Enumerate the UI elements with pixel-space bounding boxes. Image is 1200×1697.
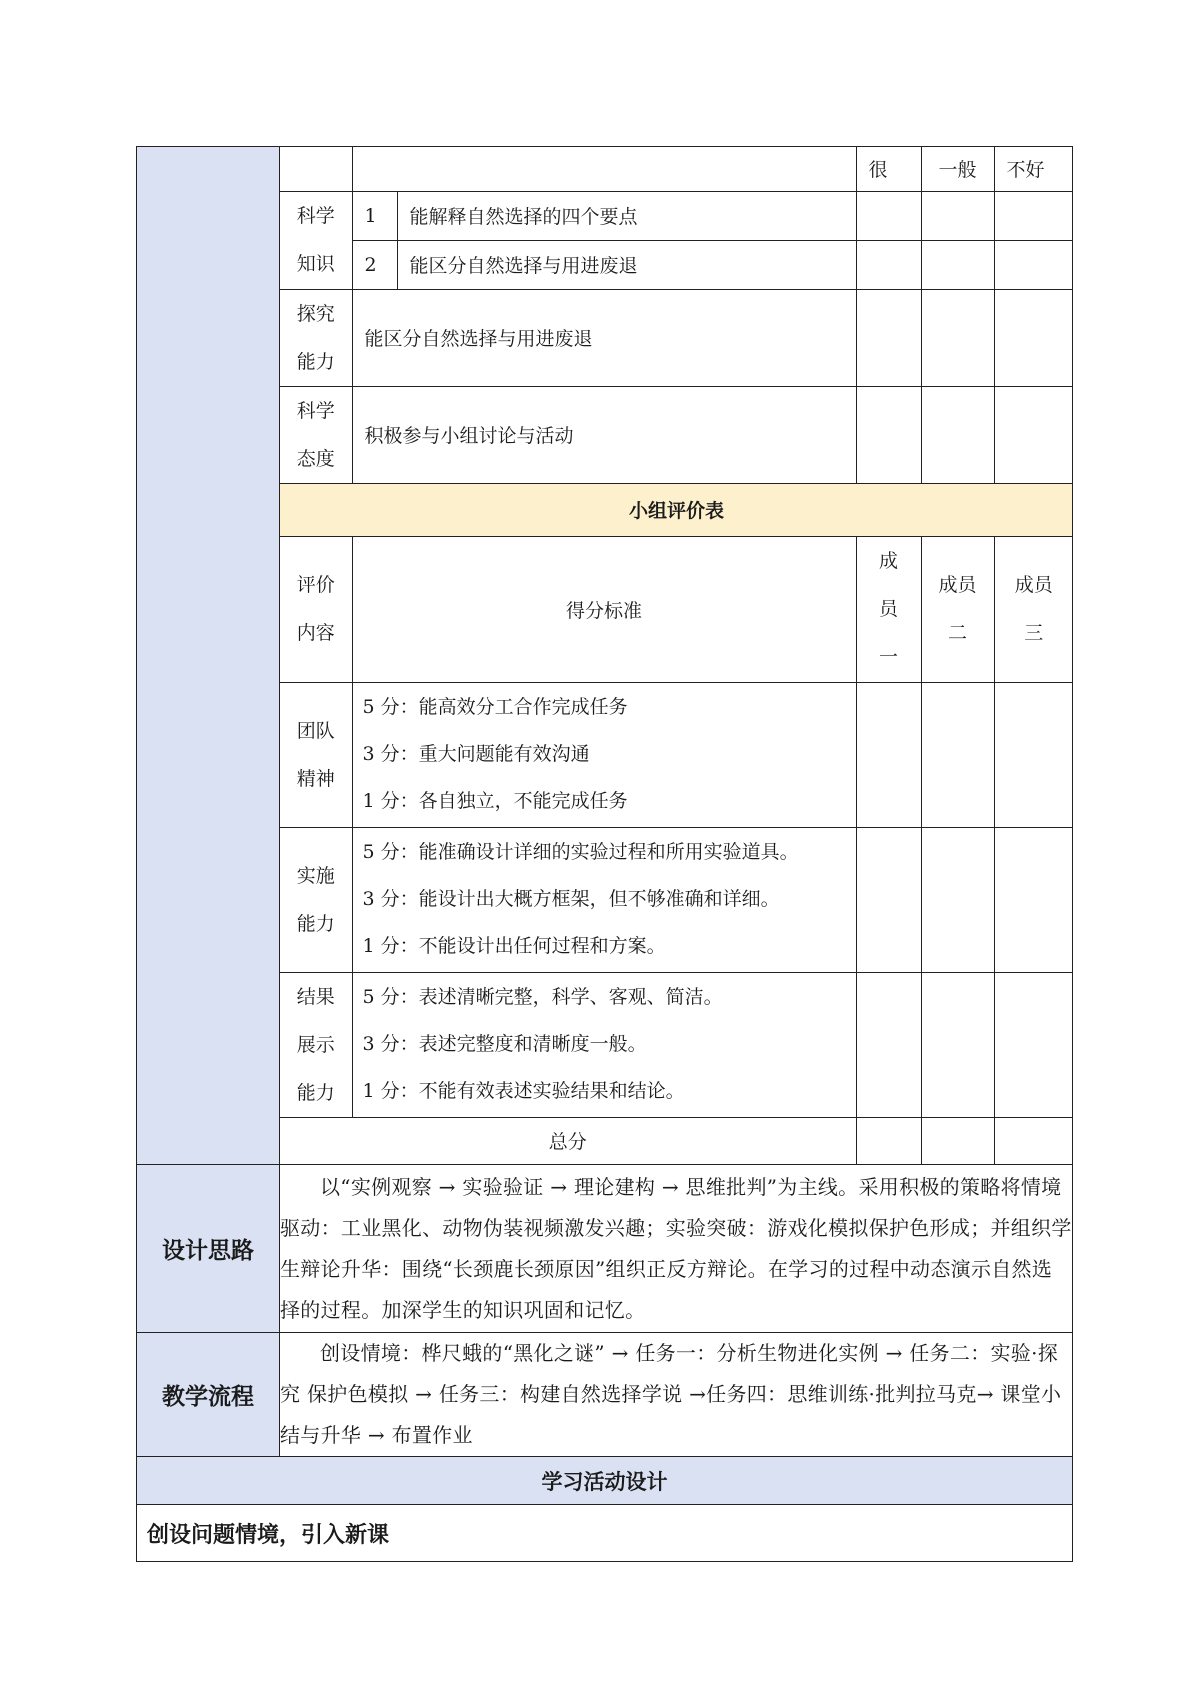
item-text: 积极参与小组讨论与活动 xyxy=(352,386,856,483)
criteria-list xyxy=(352,682,856,827)
header-criteria: 得分标准 xyxy=(352,536,856,682)
criteria-line: 3 分：能设计出大概方框架，但不够准确和详细。 xyxy=(362,888,780,910)
rating-cell[interactable] xyxy=(856,191,921,240)
criteria-line: 5 分：能高效分工合作完成任务 xyxy=(362,696,628,718)
evaluation-table xyxy=(280,147,1073,1164)
design-label: 设计思路 xyxy=(137,1165,280,1333)
criteria-line: 1 分：各自独立，不能完成任务 xyxy=(362,790,628,812)
item-text: 能区分自然选择与用进废退 xyxy=(397,240,856,289)
total-label: 总分 xyxy=(280,1117,856,1164)
rating-cell[interactable] xyxy=(921,240,994,289)
total-cell[interactable] xyxy=(856,1117,921,1164)
score-cell[interactable] xyxy=(921,682,994,827)
total-cell[interactable] xyxy=(994,1117,1073,1164)
header-member-2: 成员 二 xyxy=(921,536,994,682)
flow-content xyxy=(280,1333,1073,1457)
category-knowledge: 科学 知识 xyxy=(280,191,352,289)
lesson-plan-table xyxy=(136,146,1073,1562)
criteria-line: 3 分：表述完整度和清晰度一般。 xyxy=(362,1033,647,1055)
rating-cell[interactable] xyxy=(994,240,1073,289)
rating-cell[interactable] xyxy=(921,289,994,386)
category-inquiry: 探究 能力 xyxy=(280,289,352,386)
rating-header-poor: 不好 xyxy=(994,147,1073,191)
activity-design-header: 学习活动设计 xyxy=(137,1457,1073,1505)
score-cell[interactable] xyxy=(921,827,994,972)
group-eval-row xyxy=(280,827,1073,972)
score-cell[interactable] xyxy=(856,682,921,827)
score-cell[interactable] xyxy=(921,972,994,1117)
criteria-list xyxy=(352,827,856,972)
item-text: 能区分自然选择与用进废退 xyxy=(352,289,856,386)
category-attitude: 科学 态度 xyxy=(280,386,352,483)
score-cell[interactable] xyxy=(856,972,921,1117)
design-content xyxy=(280,1165,1073,1333)
self-eval-row xyxy=(280,191,1073,240)
rating-header-average: 一般 xyxy=(921,147,994,191)
criteria-line: 3 分：重大问题能有效沟通 xyxy=(362,743,590,765)
rating-header-good: 很 xyxy=(856,147,921,191)
flow-text: 创设情境：桦尺蛾的“黑化之谜” → 任务一：分析生物进化实例 → 任务二：实验·探究 保护色模拟 → 任务三：构建自然选择学说 →任务四：思维训练·批判拉马克→ 课堂小结与升华 → 布置作业 xyxy=(280,1341,1062,1447)
header-eval-content: 评价 内容 xyxy=(280,536,352,682)
rating-cell[interactable] xyxy=(856,289,921,386)
category-implementation: 实施 能力 xyxy=(280,827,352,972)
score-cell[interactable] xyxy=(994,682,1073,827)
group-eval-header-row xyxy=(280,536,1073,682)
rating-cell[interactable] xyxy=(994,289,1073,386)
score-cell[interactable] xyxy=(856,827,921,972)
group-eval-title: 小组评价表 xyxy=(280,483,1073,536)
item-number: 2 xyxy=(352,240,397,289)
criteria-line: 1 分：不能有效表述实验结果和结论。 xyxy=(362,1080,685,1102)
self-eval-row xyxy=(280,289,1073,386)
rating-cell[interactable] xyxy=(921,191,994,240)
rating-cell[interactable] xyxy=(994,386,1073,483)
rating-cell[interactable] xyxy=(921,386,994,483)
flow-label: 教学流程 xyxy=(137,1333,280,1457)
design-text: 以“实例观察 → 实验验证 → 理论建构 → 思维批判”为主线。采用积极的策略将情境驱动：工业黑化、动物伪装视频激发兴趣；实验突破：游戏化模拟保护色形成；并组织学生辩论升华：围绕“长颈鹿长颈原因”组织正反方辩论。在学习的过程中动态演示自然选择的过程。加深学生的知识巩固和记忆。 xyxy=(280,1174,1072,1322)
header-member-1: 成 员 一 xyxy=(856,536,921,682)
rating-cell[interactable] xyxy=(856,386,921,483)
score-cell[interactable] xyxy=(994,827,1073,972)
group-eval-row xyxy=(280,682,1073,827)
self-eval-row xyxy=(280,240,1073,289)
rating-cell[interactable] xyxy=(994,191,1073,240)
item-number: 1 xyxy=(352,191,397,240)
self-eval-row xyxy=(280,386,1073,483)
total-row xyxy=(280,1117,1073,1164)
header-member-3: 成员 三 xyxy=(994,536,1073,682)
total-cell[interactable] xyxy=(921,1117,994,1164)
category-team-spirit: 团队 精神 xyxy=(280,682,352,827)
item-text: 能解释自然选择的四个要点 xyxy=(397,191,856,240)
criteria-list xyxy=(352,972,856,1117)
score-cell[interactable] xyxy=(994,972,1073,1117)
criteria-line: 5 分：能准确设计详细的实验过程和所用实验道具。 xyxy=(362,841,799,863)
activity-step-title: 创设问题情境，引入新课 xyxy=(137,1505,1073,1562)
group-eval-row xyxy=(280,972,1073,1117)
criteria-line: 1 分：不能设计出任何过程和方案。 xyxy=(362,935,666,957)
criteria-line: 5 分：表述清晰完整，科学、客观、简洁。 xyxy=(362,986,723,1008)
category-presentation: 结果 展示 能力 xyxy=(280,972,352,1117)
rating-cell[interactable] xyxy=(856,240,921,289)
left-sidebar-cell xyxy=(137,147,280,1165)
self-eval-header-row xyxy=(280,147,1073,191)
